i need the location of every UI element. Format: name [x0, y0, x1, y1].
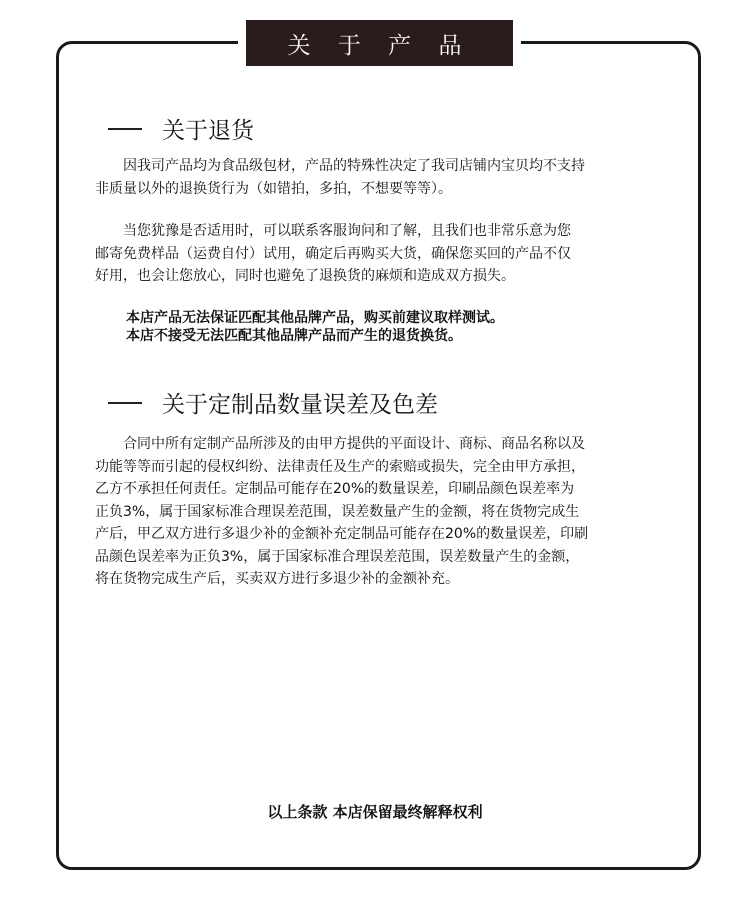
section-heading-returns	[108, 112, 254, 145]
text-line: 功能等等而引起的侵权纠纷、法律责任及生产的索赔或损失，完全由甲方承担，	[95, 458, 585, 475]
text-line: 将在货物完成生产后，买卖双方进行多退少补的金额补充。	[95, 571, 459, 587]
text-line: 当您犹豫是否适用时，可以联系客服询问和了解，且我们也非常乐意为您	[95, 223, 571, 239]
section-heading-custom	[108, 386, 438, 419]
text-line: 产后，甲乙双方进行多退少补的金额补充定制品可能存在20%的数量误差，印刷	[95, 526, 589, 542]
text-line: 因我司产品均为食品级包材，产品的特殊性决定了我司店铺内宝贝均不支持	[95, 158, 585, 174]
custom-paragraph	[95, 433, 695, 591]
notice-line: 本店产品无法保证匹配其他品牌产品，购买前建议取样测试。	[126, 310, 504, 326]
text-line: 乙方不承担任何责任。定制品可能存在20%的数量误差，印刷品颜色误差率为	[95, 481, 575, 497]
text-line: 正负3%，属于国家标准合理误差范围，误差数量产生的金额，将在货物完成生	[95, 503, 580, 520]
heading-dash	[108, 128, 142, 130]
text-line: 品颜色误差率为正负3%，属于国家标准合理误差范围，误差数量产生的金额，	[95, 548, 580, 565]
text-line: 合同中所有定制产品所涉及的由甲方提供的平面设计、商标、商品名称以及	[95, 436, 585, 452]
section-heading-returns-text: 关于退货	[162, 118, 254, 144]
returns-notice	[126, 309, 504, 345]
page-title: 关 于 产 品	[246, 20, 513, 66]
text-line: 非质量以外的退换货行为（如错拍，多拍，不想要等等）。	[95, 180, 452, 197]
text-line: 邮寄免费样品（运费自付）试用，确定后再购买大货，确保您买回的产品不仅	[95, 245, 571, 262]
notice-line: 本店不接受无法匹配其他品牌产品而产生的退货换货。	[126, 328, 462, 344]
text-line: 好用，也会让您放心，同时也避免了退换货的麻烦和造成双方损失。	[95, 268, 515, 284]
returns-paragraph-1	[95, 155, 695, 200]
returns-paragraph-2	[95, 220, 695, 288]
heading-dash	[108, 402, 142, 404]
section-heading-custom-text: 关于定制品数量误差及色差	[162, 392, 438, 418]
footer-disclaimer: 以上条款 本店保留最终解释权利	[267, 803, 483, 821]
